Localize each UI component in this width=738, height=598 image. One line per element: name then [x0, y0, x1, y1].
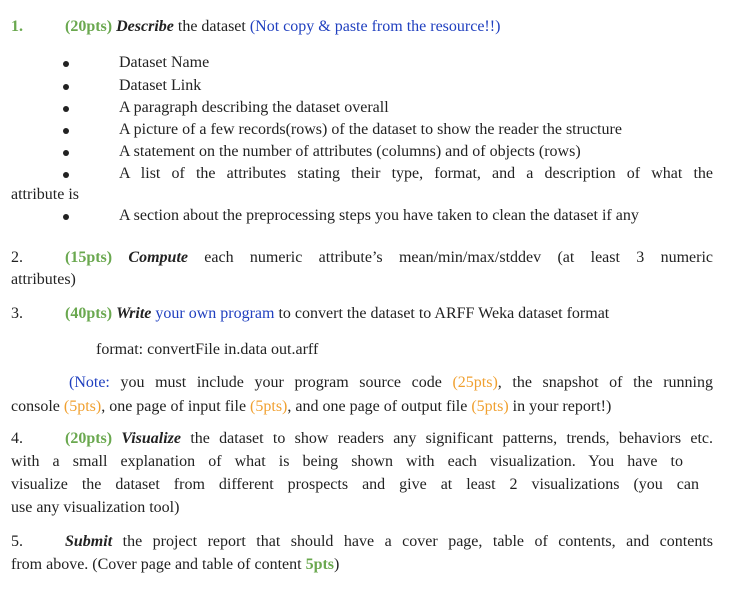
q4-text: the dataset to show readers any significant patterns, trends, behaviors etc. — [190, 430, 714, 447]
q1-bullet: A picture of a few records(rows) of the dataset to show the reader the structure — [119, 121, 622, 138]
q4-points: (20pts) — [65, 430, 113, 447]
q2-points: (15pts) — [65, 249, 113, 266]
q3-note-text: , and one page of output file — [287, 398, 472, 415]
q5-line-2 — [11, 556, 339, 574]
q3-verb: Write — [116, 305, 152, 322]
q4-verb: Visualize — [121, 430, 181, 447]
q1-bullet: A list of the attributes stating their type, format, and a description of what the — [119, 165, 713, 182]
q2-line-1 — [65, 249, 713, 267]
q3-note-text: you must include your program source code — [109, 374, 453, 391]
q1-note: (Not copy & paste from the resource!!) — [249, 18, 501, 35]
q2-line-2: attributes) — [11, 271, 76, 288]
q2-text: each numeric attribute’s mean/min/max/stddev (at least 3 numeric — [204, 249, 713, 266]
q3-number: 3. — [11, 305, 23, 322]
q4-line-1 — [65, 430, 713, 448]
q3-note-text: in your report!) — [508, 398, 612, 415]
q5-number: 5. — [11, 533, 23, 550]
q3-points-source: (25pts) — [452, 374, 498, 391]
q3-points-output: (5pts) — [471, 398, 509, 415]
q3-heading — [65, 305, 609, 323]
q4-line-4: use any visualization tool) — [11, 499, 180, 516]
q3-format: format: convertFile in.data out.arff — [96, 341, 319, 358]
q5-text: the project report that should have a cover page, table of contents, and contents — [122, 533, 714, 550]
q3-points-input: (5pts) — [250, 398, 288, 415]
q1-verb: Describe — [116, 18, 174, 35]
q1-bullet-continued: attribute is — [11, 186, 79, 203]
bullet-icon — [63, 106, 69, 112]
q4-number: 4. — [11, 430, 23, 447]
q5-line-1 — [65, 533, 713, 551]
q3-note-line-2 — [11, 398, 611, 416]
q3-note-label: (Note: — [69, 374, 110, 391]
q2-verb: Compute — [128, 249, 188, 266]
q3-rest: to convert the dataset to ARFF Weka dataset format — [274, 305, 610, 322]
q3-note-text: console — [11, 398, 64, 415]
bullet-icon — [63, 128, 69, 134]
q5-text: ) — [334, 556, 340, 573]
q3-points-console: (5pts) — [63, 398, 102, 415]
bullet-icon — [63, 150, 69, 156]
bullet-icon — [63, 172, 69, 178]
q3-note-text: , the snapshot of the running — [497, 374, 713, 391]
q1-bullet: A section about the preprocessing steps you have taken to clean the dataset if any — [119, 207, 639, 224]
q3-link: your own program — [155, 305, 275, 322]
q1-heading — [65, 18, 500, 36]
bullet-icon — [63, 84, 69, 90]
q1-bullet: Dataset Link — [119, 77, 202, 94]
q1-number: 1. — [11, 18, 23, 35]
bullet-icon — [63, 61, 69, 67]
bullet-icon — [63, 214, 69, 220]
q1-points: (20pts) — [65, 18, 113, 35]
q4-line-2: with a small explanation of what is being shown with each visualization. You have to — [11, 453, 683, 470]
q5-points: 5pts — [305, 556, 335, 573]
q1-bullet: Dataset Name — [119, 54, 210, 71]
q5-text: from above. (Cover page and table of content — [11, 556, 306, 573]
q1-rest: the dataset — [173, 18, 250, 35]
q1-bullet: A paragraph describing the dataset overall — [119, 99, 389, 116]
q2-number: 2. — [11, 249, 23, 266]
q5-verb: Submit — [65, 533, 113, 550]
q3-points: (40pts) — [65, 305, 113, 322]
q3-note-line-1 — [69, 374, 713, 392]
q1-bullet: A statement on the number of attributes (columns) and of objects (rows) — [119, 143, 581, 160]
q3-note-text: , one page of input file — [101, 398, 251, 415]
q4-line-3: visualize the dataset from different prospects and give at least 2 visualizations (you can — [11, 476, 699, 493]
